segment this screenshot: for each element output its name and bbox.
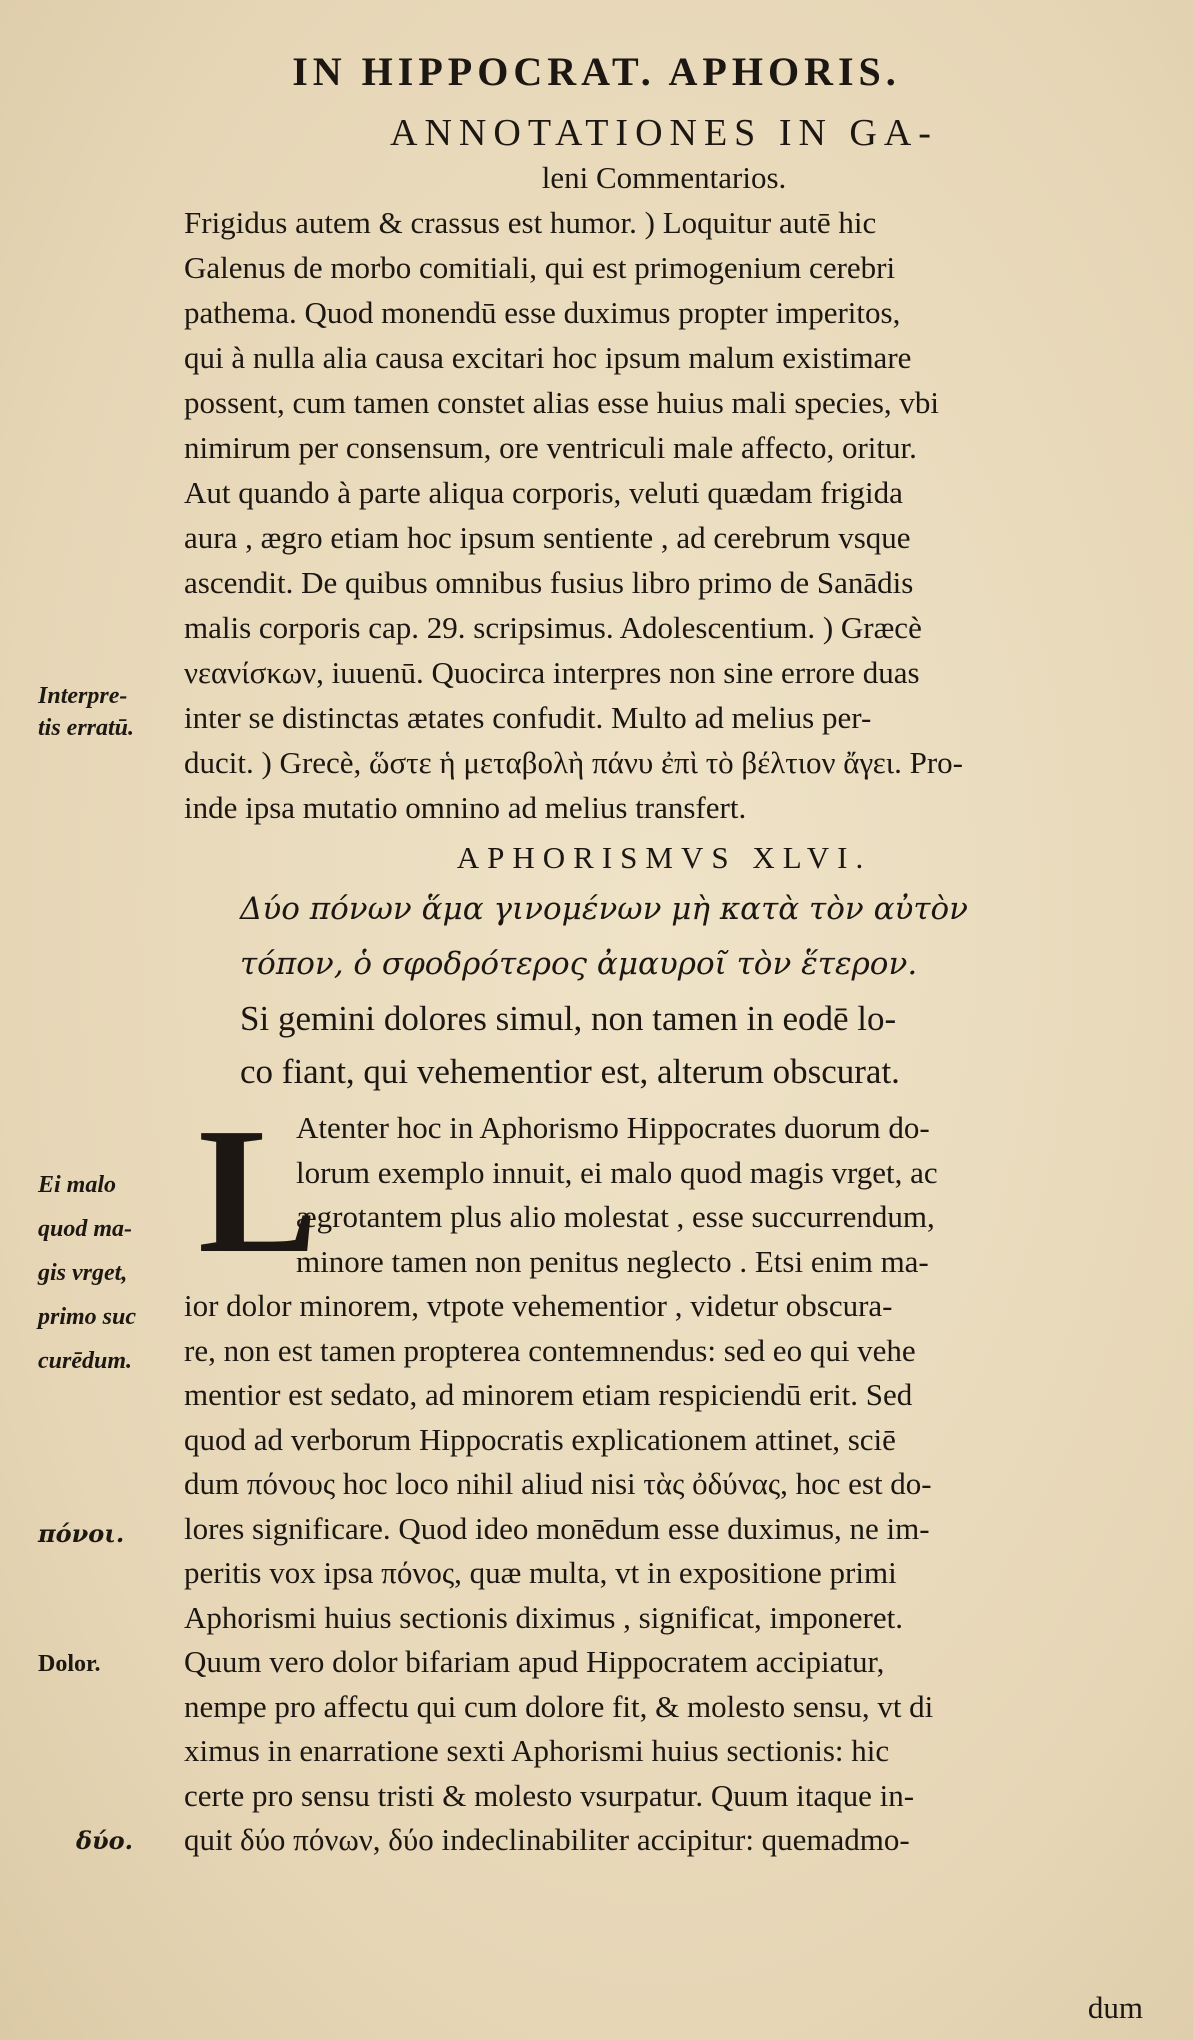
text-line: inde ipsa mutatio omnino ad melius transfert.	[184, 790, 747, 825]
section-title: ANNOTATIONES IN GA-	[390, 112, 938, 154]
text-line: Quum vero dolor bifariam apud Hippocratem accipiatur,	[184, 1644, 885, 1679]
text-line: ior dolor minorem, vtpote vehementior , videtur obscura-	[184, 1288, 893, 1323]
text-line: re, non est tamen propterea contemnendus: sed eo qui vehe	[184, 1332, 916, 1368]
text-line: pathema. Quod monendū esse duximus propter imperitos,	[184, 295, 901, 330]
annotation-paragraph	[184, 200, 1144, 830]
aphorism-greek-text	[184, 882, 1144, 992]
text-line: Aut quando à parte aliqua corporis, veluti quædam frigida	[184, 475, 903, 510]
text-line: mentior est sedato, ad minorem etiam respiciendū erit. Sed	[184, 1377, 913, 1412]
text-line: lorum exemplo innuit, ei malo quod magis vrget, ac	[296, 1154, 938, 1190]
text-line: nimirum per consensum, ore ventriculi male affecto, oritur.	[184, 430, 917, 465]
text-line: qui à nulla alia causa excitari hoc ipsum malum existimare	[184, 340, 912, 375]
margin-line: quod ma-	[38, 1216, 133, 1242]
text-line: ascendit. De quibus omnibus fusius libro primo de Sanādis	[184, 565, 914, 600]
margin-line: tis erratū.	[38, 715, 135, 741]
margin-note-ponoi: πόνοι.	[38, 1519, 125, 1548]
text-line: inter se distinctas ætates confudit. Multo ad melius per-	[184, 700, 872, 735]
main-text-column	[184, 110, 1144, 1863]
latin-line: co fiant, qui vehementior est, alterum obscurat.	[240, 1052, 900, 1091]
text-line: minore tamen non penitus neglecto . Etsi enim ma-	[296, 1243, 929, 1279]
aphorism-latin-text	[184, 992, 1144, 1098]
text-line: lores significare. Quod ideo monēdum esse duximus, ne im-	[184, 1510, 930, 1546]
text-line: Atenter hoc in Aphorismo Hippocrates duorum do-	[296, 1110, 930, 1145]
margin-note-dolor: Dolor.	[38, 1651, 101, 1677]
text-line: ducit. ) Grecè, ὥστε ἡ μεταβολὴ πάνυ ἐπὶ τὸ βέλτιον ἄγει. Pro-	[184, 745, 963, 780]
margin-line: Ei malo	[38, 1172, 117, 1198]
text-line: malis corporis cap. 29. scripsimus. Adolescentium. ) Græcè	[184, 610, 922, 645]
catchword: dum	[1087, 1990, 1143, 2025]
text-line: quit δύο πόνων, δύο indeclinabiliter accipitur: quemadmo-	[184, 1822, 910, 1857]
greek-line: τόπον, ὁ σφοδρότερος ἀμαυροῖ τὸν ἕτερον.	[240, 946, 918, 982]
text-line: ximus in enarratione sexti Aphorismi huius sectionis: hic	[184, 1733, 890, 1768]
margin-line: primo suc	[38, 1304, 137, 1330]
text-line: ægrotantem plus alio molestat , esse succurrendum,	[296, 1199, 935, 1234]
greek-line: Δύο πόνων ἅμα γινομένων μὴ κατὰ τὸν αὐτὸν	[240, 891, 969, 927]
margin-line: curēdum.	[38, 1348, 133, 1374]
aphorism-title: APHORISMVS XLVI.	[456, 840, 872, 875]
commentary-paragraph	[184, 1091, 1144, 1863]
running-head: IN HIPPOCRAT. APHORIS.	[292, 49, 901, 94]
text-line: Frigidus autem & crassus est humor. ) Loquitur autē hic	[184, 205, 877, 240]
margin-note-duo: δύο.	[76, 1826, 134, 1855]
margin-line: Interpre-	[38, 683, 128, 709]
latin-line: Si gemini dolores simul, non tamen in eodē lo-	[240, 999, 897, 1038]
text-line: certe pro sensu tristi & molesto vsurpatur. Quum itaque in-	[184, 1777, 915, 1813]
text-line: possent, cum tamen constet alias esse huius mali species, vbi	[184, 385, 940, 420]
drop-cap-initial: L	[198, 1091, 319, 1290]
margin-note-interpres	[38, 680, 188, 744]
section-subtitle: leni Commentarios.	[541, 160, 787, 195]
text-line: νεανίσκων, iuuenū. Quocirca interpres non sine errore duas	[184, 655, 920, 690]
text-line: Aphorismi huius sectionis diximus , significat, imponeret.	[184, 1599, 903, 1635]
text-line: nempe pro affectu qui cum dolore fit, & molesto sensu, vt di	[184, 1688, 934, 1724]
margin-line: gis vrget,	[38, 1260, 128, 1286]
text-line: Galenus de morbo comitiali, qui est primogenium cerebri	[184, 250, 896, 285]
text-line: quod ad verborum Hippocratis explicationem attinet, sciē	[184, 1421, 896, 1457]
text-line: aura , ægro etiam hoc ipsum sentiente , ad cerebrum vsque	[184, 520, 911, 555]
text-line: peritis vox ipsa πόνος, quæ multa, vt in expositione primi	[184, 1555, 897, 1590]
margin-note-ei-malo	[38, 1163, 188, 1383]
text-line: dum πόνους hoc loco nihil aliud nisi τὰς ὀδύνας, hoc est do-	[184, 1466, 932, 1501]
